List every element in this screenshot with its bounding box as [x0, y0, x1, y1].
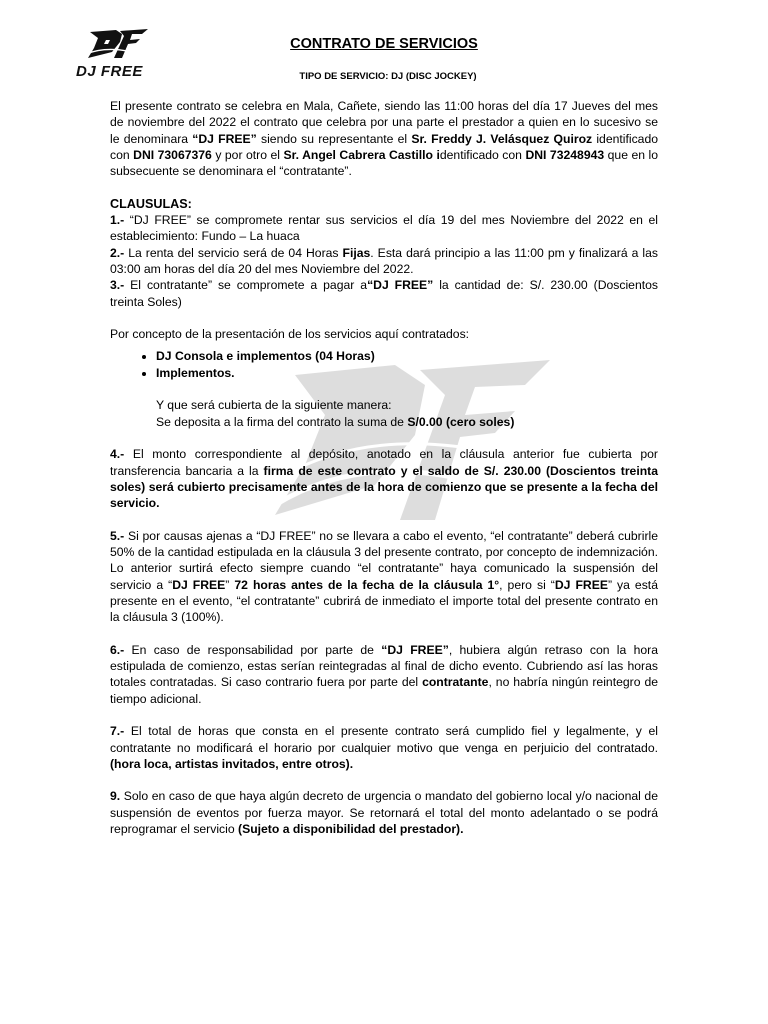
clause-text: , hubiera algún retraso con la hora estipulada de comienzo, estas serían reintegradas al final de dicho evento. Cubriendo así las horas totales contratadas. Si caso contrario fuera por parte del: [110, 642, 658, 690]
intro-text: dentificado con: [439, 147, 526, 162]
clause-number: 3.-: [110, 278, 125, 293]
clause-text: El contratante” se compromete a pagar a: [124, 278, 368, 293]
intro-text: Sr. Freddy J. Velásquez Quiroz: [411, 131, 593, 146]
clause-number: 7.-: [110, 724, 125, 739]
payment-text: Se deposita a la firma del contrato la suma de: [156, 414, 408, 429]
clause-text: 72 horas antes de la fecha de la cláusula 1°: [234, 577, 500, 592]
intro-text: DNI 73067376: [133, 147, 212, 162]
clause-4: [110, 446, 658, 511]
intro-text: identificado con: [110, 131, 658, 162]
clause-text: “DJ FREE”: [367, 278, 434, 293]
clausulas-heading: CLAUSULAS:: [110, 196, 192, 211]
clause-text: Solo en caso de que haya algún decreto de urgencia o mandato del gobierno local y/o nacional de suspensión de eventos por fuerza mayor. Se retornará el total del monto adelantado o se podrá reprogramar el servicio: [110, 789, 658, 837]
clause-text: DJ FREE: [554, 577, 608, 592]
clause-text: . Esta dará principio a las 11:00 pm y finalizará a las 03:00 am horas del día 20 del mes Noviembre del 2022.: [110, 245, 658, 276]
clause-text: ”: [225, 577, 235, 592]
logo-text: DJ FREE: [76, 63, 143, 80]
clause-text: la cantidad de: S/. 230.00 (Doscientos treinta Soles): [110, 278, 658, 309]
intro-text: siendo su representante el: [256, 131, 412, 146]
clause-text: Si por causas ajenas a “DJ FREE” no se llevara a cabo el evento, “el contratante” deberá cubrirle 50% de la cantidad estipulada en la cláusula 3 del presente contrato, por concepto de indemnización. Lo anterior surtirá efecto siempre cuando “el contratante” haya comunicado la suspensión del servicio a “: [110, 528, 658, 592]
contract-body: [110, 98, 658, 837]
intro-text: que en lo subsecuente se denominara el “contratante”.: [110, 147, 658, 179]
clause-text: El monto correspondiente al depósito, anotado en la cláusula anterior fue cubierta por transferencia bancaria a la: [110, 447, 658, 478]
clause-text: firma de este contrato y el saldo de S/. 230.00 (Doscientos treinta soles) será cubierto precisamente antes de la hora de comienzo que se presente a la fecha del servicio.: [110, 463, 659, 511]
clause-5: [110, 528, 658, 626]
page-title: CONTRATO DE SERVICIOS: [290, 36, 478, 52]
clause-text: En caso de responsabilidad por parte de: [124, 642, 382, 657]
intro-text: Sr. Angel Cabrera Castillo i: [283, 147, 440, 162]
list-item: • Implementos.: [156, 365, 658, 381]
service-type: TIPO DE SERVICIO: DJ (DISC JOCKEY): [299, 71, 477, 82]
clause-2: [110, 245, 658, 278]
clause-number: 4.-: [110, 447, 125, 462]
clause-text: DJ FREE: [172, 577, 226, 592]
clause-text: El total de horas que consta en el presente contrato será cumplido fiel y legalmente, y el contratante no modificará el horario por cualquier motivo que venga en perjuicio del contratado.: [110, 724, 658, 755]
clause-text: , pero si “: [499, 577, 555, 592]
intro-text: y por otro el: [211, 147, 284, 162]
clause-number: 9.: [110, 789, 121, 804]
clause-1: [110, 212, 658, 245]
clause-3: [110, 277, 658, 310]
concepto-line: Por concepto de la presentación de los servicios aquí contratados:: [110, 327, 470, 342]
intro-text: “DJ FREE”: [192, 131, 257, 146]
intro-text: El presente contrato se celebra en Mala, Cañete, siendo las 11:00 horas del día 17 Jueves del mes de noviembre del 2022 el contrato que celebra por una parte el prestador a quien en lo sucesivo se le denominara: [110, 99, 658, 146]
clause-7: [110, 723, 658, 772]
clause-text: ” ya está presente en el evento, “el contratante” cubrirá de inmediato el importe total del presente contrato en la cláusula 3 (100%).: [110, 577, 658, 625]
clause-text: “DJ FREE” se compromete rentar sus servicios el día 19 del mes Noviembre del 2022 en el establecimiento: Fundo – La huaca: [110, 213, 658, 244]
clause-number: 5.-: [110, 528, 125, 543]
payment-line-2: [110, 414, 658, 430]
clause-text: (Sujeto a disponibilidad del prestador).: [238, 822, 464, 837]
clause-text: contratante: [422, 675, 489, 690]
clause-number: 1.-: [110, 213, 125, 228]
payment-line-1: Y que será cubierta de la siguiente manera:: [156, 398, 392, 413]
clause-9: [110, 788, 658, 837]
intro-text: DNI 73248943: [525, 147, 605, 162]
list-item: • DJ Consola e implementos (04 Horas): [156, 348, 658, 364]
intro-paragraph: [110, 98, 658, 179]
clause-text: “DJ FREE”: [381, 642, 449, 657]
clause-text: La renta del servicio será de 04 Horas: [124, 245, 343, 260]
payment-amount: S/0.00 (cero soles): [407, 414, 515, 429]
clause-number: 2.-: [110, 245, 125, 260]
services-list: [110, 348, 658, 381]
clause-text: Fijas: [342, 245, 371, 260]
clause-text: (hora loca, artistas invitados, entre otros).: [110, 756, 354, 771]
clause-text: , no habría ningún reintegro de tiempo adicional.: [110, 675, 658, 706]
clause-number: 6.-: [110, 642, 125, 657]
clause-6: [110, 642, 658, 707]
